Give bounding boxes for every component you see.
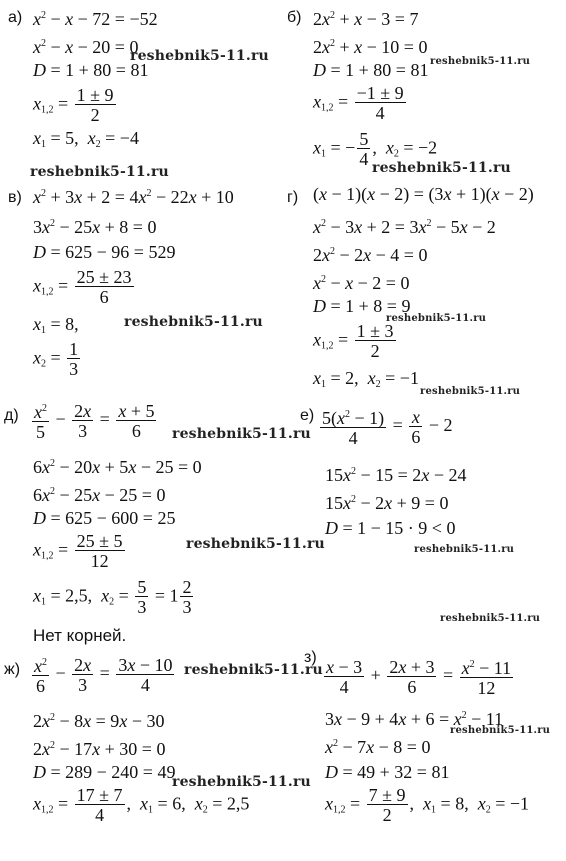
eq-v-2: $3x^2 - 25x + 8 = 0$ [33,217,157,237]
label-z: з) [304,649,317,666]
label-v: в) [8,189,22,206]
eq-b-2: $2x^2 + x - 10 = 0$ [313,37,428,57]
eq-d-5: $x_{1,2}$ = $\frac{25 \pm 5}{12}$ [33,531,123,571]
watermark: reshebnik5-11.ru [30,164,169,180]
eq-g-3: $2x^2 - 2x - 4 = 0$ [313,245,428,265]
label-e: е) [300,407,315,424]
eq-d-4: D = 625 − 600 = 25 [33,508,176,528]
no-roots-text: Нет корней. [33,626,127,645]
watermark: reshebnik5-11.ru [124,314,263,330]
watermark: reshebnik5-11.ru [450,725,551,736]
eq-zh-1: $\frac{x^2}{6}$ − $\frac{2x}{3}$ = $\frac{3x - 10}{4}$ [34,654,173,696]
eq-d-6: $x_1 = 2,5$, $x_2$ = $\frac{5}{3}$ = 1 $\frac{2}{3}$ [33,577,192,617]
eq-a-1: $x^2 - x - 72 = -52$ [33,9,158,29]
watermark: reshebnik5-11.ru [172,426,311,442]
watermark: reshebnik5-11.ru [130,48,269,64]
eq-v-6: $x_2$ = $\frac{1}{3}$ [33,339,79,379]
eq-g-7: $x_1 = 2$, $x_2 = -1$ [313,368,419,390]
eq-e-3: $15x^2 - 2x + 9 = 0$ [325,493,449,513]
label-a: а) [8,9,23,26]
eq-g-6: $x_{1,2}$ = $\frac{1 \pm 3}{2}$ [313,321,394,361]
eq-z-3: $x^2 - 7x - 8 = 0$ [325,737,431,757]
eq-d-3: $6x^2 - 25x - 25 = 0$ [33,485,166,505]
watermark: reshebnik5-11.ru [184,662,323,678]
eq-v-5: $x_1 = 8$, [33,314,79,336]
eq-a-3: D = 1 + 80 = 81 [33,60,149,80]
eq-b-5: $x_1$ = − $\frac{5}{4}$ , $x_2 = -2$ [313,129,438,169]
eq-e-2: $15x^2 - 15 = 2x - 24$ [325,465,467,485]
eq-a-4: $x_{1,2}$ = $\frac{1 \pm 9}{2}$ [33,85,114,125]
watermark: reshebnik5-11.ru [386,313,487,324]
eq-zh-4: D = 289 − 240 = 49 [33,762,176,782]
eq-a-2: $x^2 - x - 20 = 0$ [33,37,139,57]
label-g: г) [287,189,299,206]
eq-g-5: D = 1 + 8 = 9 [313,296,411,316]
eq-z-4: D = 49 + 32 = 81 [325,762,450,782]
eq-zh-3: $2x^2 - 17x + 30 = 0$ [33,739,166,759]
watermark: reshebnik5-11.ru [172,774,311,790]
eq-g-1: (x − 1)(x − 2) = (3x + 1)(x − 2) [313,184,534,204]
eq-e-4: D = 1 − 15 · 9 < 0 [325,518,456,538]
watermark: reshebnik5-11.ru [414,544,515,555]
eq-g-4: $x^2 - x - 2 = 0$ [313,273,410,293]
label-b: б) [287,9,302,26]
watermark: reshebnik5-11.ru [186,536,325,552]
label-zh: ж) [4,661,21,678]
watermark: reshebnik5-11.ru [430,56,531,67]
label-d: д) [4,407,19,424]
watermark: reshebnik5-11.ru [440,613,541,624]
watermark: reshebnik5-11.ru [420,386,521,397]
eq-z-1: $\frac{x - 3}{4}$ + $\frac{2x + 3}{6}$ = $\frac{x^2 - 11}{12}$ [326,656,512,698]
eq-b-3: D = 1 + 80 = 81 [313,60,429,80]
eq-d-2: $6x^2 - 20x + 5x - 25 = 0$ [33,457,202,477]
watermark: reshebnik5-11.ru [372,160,511,176]
eq-zh-5: $x_{1,2}$ = $\frac{17 \pm 7}{4}$ , $x_1 = 6$, $x_2 = 2,5$ [33,785,250,825]
eq-z-2: $3x - 9 + 4x + 6 = x^2 - 11$ [325,709,504,729]
eq-v-1: $x^2 + 3x + 2 = 4x^2 - 22x + 10$ [33,187,234,207]
eq-d-1: $\frac{x^2}{5}$ − $\frac{2x}{3}$ = $\frac{x + 5}{6}$ [34,400,155,442]
eq-v-4: $x_{1,2}$ = $\frac{25 \pm 23}{6}$ [33,267,132,307]
eq-a-5: $x_1 = 5$, $x_2 = -4$ [33,128,139,150]
eq-v-3: D = 625 − 96 = 529 [33,242,176,262]
eq-b-4: $x_{1,2}$ = $\frac{-1 \pm 9}{4}$ [313,83,404,123]
eq-z-5: $x_{1,2}$ = $\frac{7 \pm 9}{2}$ , $x_1 = 8$, $x_2 = -1$ [325,785,530,825]
eq-b-1: $2x^2 + x - 3 = 7$ [313,9,419,29]
eq-g-2: $x^2 - 3x + 2 = 3x^2 - 5x - 2$ [313,217,496,237]
eq-e-1: $\frac{5(x^2 - 1)}{4}$ = $\frac{x}{6}$ − 2 [322,406,453,448]
eq-zh-2: $2x^2 - 8x = 9x - 30$ [33,711,165,731]
